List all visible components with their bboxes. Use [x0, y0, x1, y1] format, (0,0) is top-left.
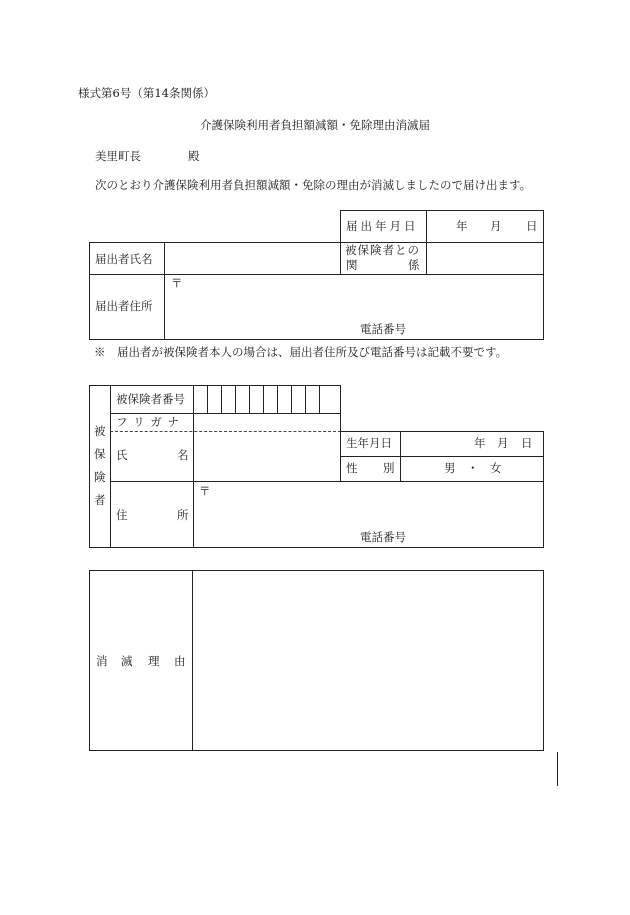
birth-label: 生年月日 [346, 436, 392, 450]
addressee-honorific: 殿 [188, 149, 200, 163]
insured-side-char-4: 者 [94, 493, 106, 507]
sex-label-char1: 性 [346, 461, 358, 475]
date-month: 月 [490, 219, 502, 233]
birth-day: 日 [521, 436, 533, 450]
birth-input[interactable] [401, 432, 542, 455]
insured-number-label: 被保険者番号 [116, 392, 185, 406]
notifier-postal-mark: 〒 [171, 276, 183, 290]
relation-label-char2: 係 [408, 258, 420, 272]
reason-label-char4: 由 [174, 654, 186, 668]
margin-line [557, 752, 558, 786]
date-day: 日 [526, 219, 538, 233]
insured-postal-mark: 〒 [199, 484, 211, 498]
insured-name-input[interactable] [194, 432, 339, 481]
notifier-name-input[interactable] [166, 244, 338, 273]
sex-options[interactable]: 男 ・ 女 [444, 461, 502, 475]
notifier-address-label: 届出者住所 [95, 299, 153, 313]
relation-input[interactable] [428, 244, 542, 273]
insured-name-label-char1: 氏 [116, 448, 128, 462]
relation-label-char1: 関 [346, 258, 358, 272]
insured-side-char-2: 保 [94, 447, 106, 461]
date-label: 届出年月日 [346, 219, 419, 233]
page-title: 介護保険利用者負担額減額・免除理由消滅届 [200, 118, 430, 132]
insured-address-label-char2: 所 [177, 508, 189, 522]
notifier-phone-label: 電話番号 [360, 322, 406, 336]
reason-label-char2: 滅 [121, 654, 133, 668]
notifier-address-input[interactable] [166, 276, 542, 338]
reason-label-char3: 理 [148, 654, 160, 668]
furigana-label: フ リ ガ ナ [116, 415, 180, 429]
furigana-input[interactable] [194, 414, 340, 430]
reason-input[interactable] [194, 572, 542, 749]
insured-side-cell [89, 385, 111, 548]
relation-label-line1: 被保険者との [345, 243, 420, 257]
note-text: ※ 届出者が被保険者本人の場合は、届出者住所及び電話番号は記載不要です。 [94, 345, 508, 359]
intro-text: 次のとおり介護保険利用者負担額減額・免除の理由が消滅しましたので届け出ます。 [95, 178, 532, 192]
date-year: 年 [456, 219, 468, 233]
insured-address-label-char1: 住 [116, 508, 128, 522]
birth-month: 月 [497, 436, 509, 450]
insured-address-input[interactable] [194, 482, 542, 546]
insured-phone-label: 電話番号 [360, 530, 406, 544]
insured-name-label-char2: 名 [177, 448, 189, 462]
birth-year: 年 [474, 436, 486, 450]
insured-side-char-1: 被 [94, 424, 106, 438]
sex-label-char2: 別 [383, 461, 395, 475]
notifier-name-label: 届出者氏名 [95, 252, 153, 266]
insured-number-input[interactable] [194, 386, 340, 413]
insured-side-char-3: 険 [94, 470, 106, 484]
reason-label-char1: 消 [96, 654, 108, 668]
form-number: 様式第6号（第14条関係） [78, 86, 215, 100]
date-input[interactable] [428, 212, 542, 241]
addressee-town: 美里町長 [95, 149, 141, 163]
